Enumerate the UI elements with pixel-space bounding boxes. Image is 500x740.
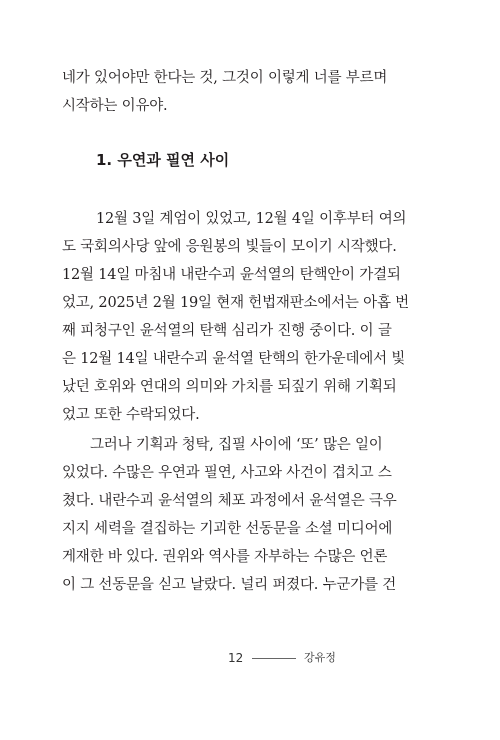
paragraph-line: 났던 호위와 연대의 의미와 가치를 되짚기 위해 기획되 bbox=[62, 379, 397, 395]
paragraph-line: 이 그 선동문을 싣고 날랐다. 널리 퍼졌다. 누군가를 건 bbox=[62, 577, 397, 593]
paragraph-line: 었고 또한 수락되었다. bbox=[62, 407, 200, 423]
paragraph-line: 12월 14일 마침내 내란수괴 윤석열의 탄핵안이 가결되 bbox=[62, 267, 401, 283]
paragraph-line: 게재한 바 있다. 권위와 역사를 자부하는 수많은 언론 bbox=[62, 549, 388, 565]
page-number: 12 bbox=[228, 651, 244, 665]
author-name: 강유정 bbox=[304, 651, 336, 664]
intro-line: 네가 있어야만 한다는 것, 그것이 이렇게 너를 부르며 bbox=[62, 70, 388, 86]
paragraph-line: 째 피청구인 윤석열의 탄핵 심리가 진행 중이다. 이 글 bbox=[62, 323, 392, 339]
paragraph-line: 12월 3일 계엄이 있었고, 12월 4일 이후부터 여의 bbox=[96, 211, 407, 227]
paragraph-line: 쳤다. 내란수괴 윤석열의 체포 과정에서 윤석열은 극우 bbox=[62, 493, 397, 509]
paragraph-line: 도 국회의사당 앞에 응원봉의 빛들이 모이기 시작했다. bbox=[62, 239, 397, 255]
paragraph-line: 지지 세력을 결집하는 기괴한 선동문을 소셜 미디어에 bbox=[62, 521, 393, 537]
section-heading: 1. 우연과 필연 사이 bbox=[96, 151, 230, 169]
paragraph-line: 은 12월 14일 내란수괴 윤석열 탄핵의 한가운데에서 빛 bbox=[62, 351, 406, 367]
footer-divider bbox=[252, 658, 296, 659]
paragraph-line: 그러나 기획과 청탁, 집필 사이에 ‘또’ 많은 일이 bbox=[90, 437, 383, 453]
paragraph-line: 있었다. 수많은 우연과 필연, 사고와 사건이 겹치고 스 bbox=[62, 465, 392, 481]
paragraph-line: 었고, 2025년 2월 19일 현재 헌법재판소에서는 아홉 번 bbox=[62, 295, 409, 311]
page-footer bbox=[0, 649, 500, 669]
intro-line: 시작하는 이유야. bbox=[62, 98, 168, 114]
